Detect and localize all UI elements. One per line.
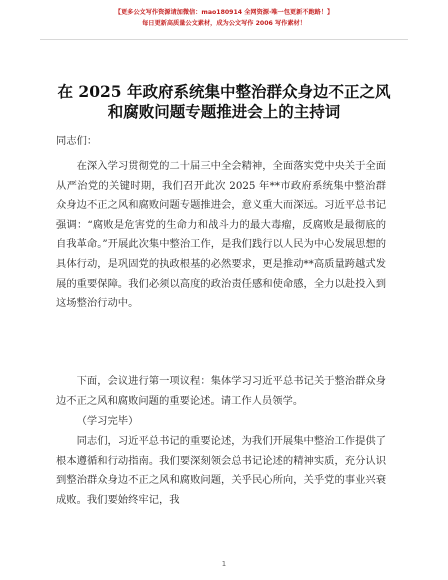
- promo-banner-line-2: 每日更新高质量公文素材，成为公文写作 2006 写作素材！: [142, 20, 306, 27]
- salutation: 同志们：: [56, 135, 98, 147]
- header-divider: [40, 39, 408, 40]
- title-line-2: 和腐败问题专题推进会上的主持词: [107, 102, 341, 121]
- title-line-1: 在 2025 年政府系统集中整治群众身边不正之风: [57, 82, 391, 101]
- paragraph-study-done: （学习完毕）: [76, 415, 139, 427]
- paragraph-opening: 在深入学习贯彻党的二十届三中全会精神，全面落实党中央关于全面从严治党的关键时期，我们召开此次 2025 年**市政府系统集中整治群众身边不正之风和腐败问题专题推进会，意义重大而深远。习近平总书记强调：“腐败是危害党的生命力和战斗力的最大毒瘤，反腐败是最彻底的自我革命。”开展此次集中整治工作，是我们践行以人民为中心发展思想的具体行动，是巩固党的执政根基的必然要求，更是推动**高质量跨越式发展的重要保障。我们必须以高度的政治责任感和使命感，全力以赴投入到这场整治行动中。: [56, 160, 386, 310]
- page-number: 1: [221, 560, 227, 568]
- promo-banner-line-1: 【更多公文写作资源请加微信：mao180914 全网资源·唯一包更新不跑路！】: [114, 9, 334, 16]
- paragraph-agenda: 下面，会议进行第一项议程：集体学习习近平总书记关于整治群众身边不正之风和腐败问题的重要论述。请工作人员领学。: [56, 375, 386, 407]
- document-title: [0, 82, 448, 122]
- paragraph-closing: 同志们，习近平总书记的重要论述，为我们开展集中整治工作提供了根本遵循和行动指南。我们要深刻领会总书记论述的精神实质，充分认识到整治群众身边不正之风和腐败问题，关乎民心所向，关乎党的事业兴衰成败。我们要始终牢记，我: [56, 435, 386, 506]
- promo-banner: [0, 7, 448, 29]
